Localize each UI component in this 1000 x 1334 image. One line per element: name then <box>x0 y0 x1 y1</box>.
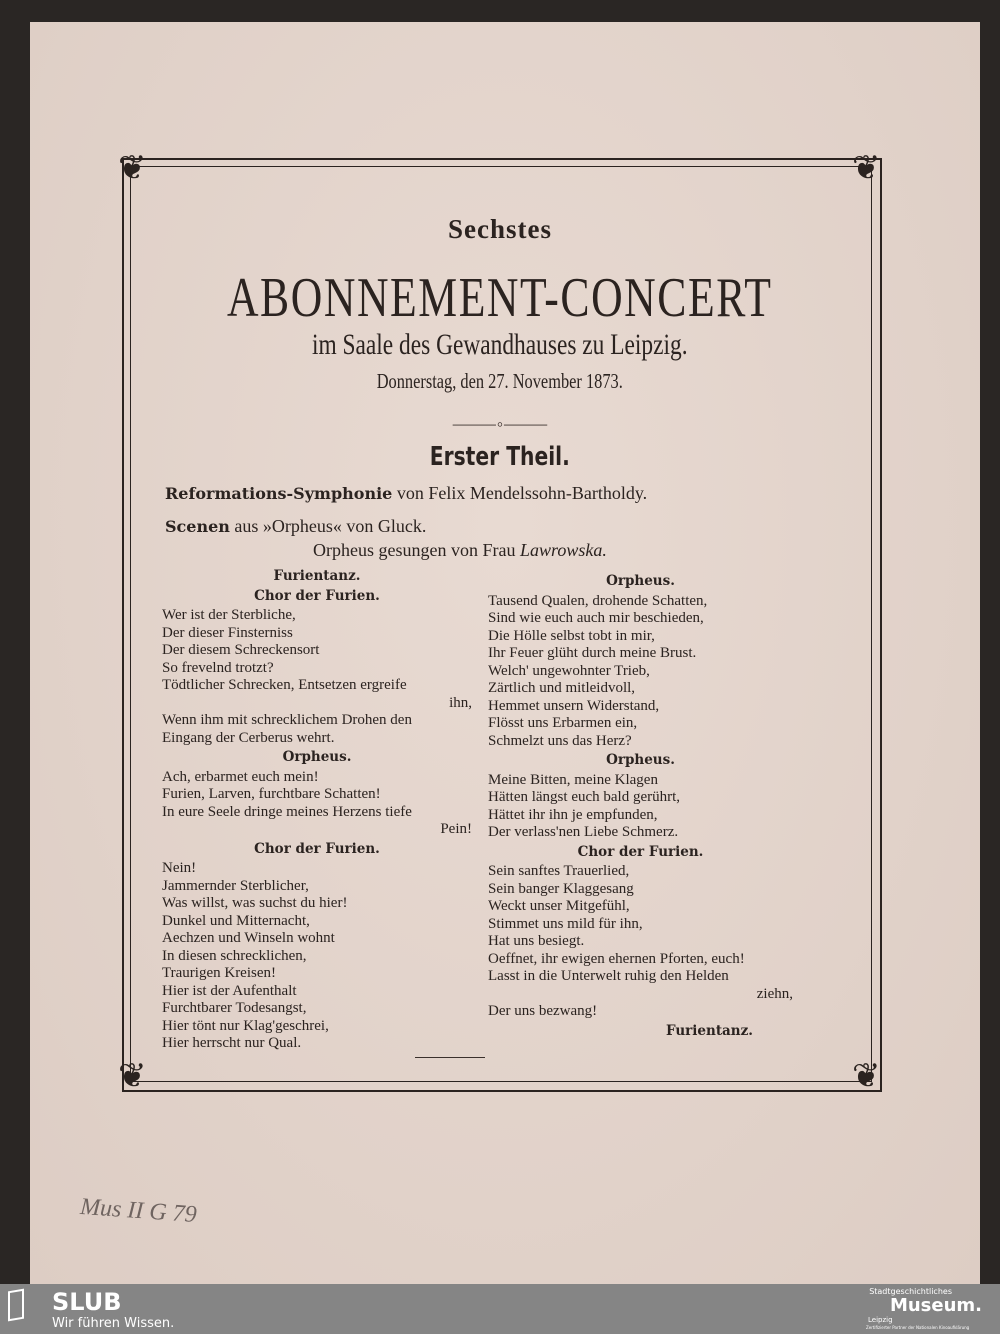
libretto-line: Der verlass'nen Liebe Schmerz. <box>488 824 679 840</box>
work-composer: von Felix Mendelssohn-Bartholdy. <box>392 483 648 503</box>
slub-brand[interactable]: SLUB <box>52 1288 122 1316</box>
heading-sechstes: Sechstes <box>448 214 552 244</box>
singer-name: Lawrowska. <box>519 540 607 560</box>
libretto-line: Was willst, was suchst du hier! <box>162 895 348 911</box>
libretto-line: Ihr Feuer glüht durch meine Brust. <box>488 645 697 661</box>
libretto-line: Schmelzt uns das Herz? <box>488 732 632 749</box>
libretto-line: Hemmet unsern Widerstand, <box>488 697 660 714</box>
corner-ornament-icon: ❦ <box>852 150 881 187</box>
corner-ornament-icon: ❦ <box>118 1058 147 1095</box>
libretto-line: Hat uns besiegt. <box>488 933 585 949</box>
libretto-line: So frevelnd trotzt? <box>162 659 274 676</box>
heading-venue <box>0 328 1000 362</box>
libretto-line: ihn, <box>449 694 472 711</box>
libretto-line: Furien, Larven, furchtbare Schatten! <box>162 786 381 802</box>
work-title: Scenen <box>165 517 230 536</box>
libretto-line: Eingang der Cerberus wehrt. <box>162 729 335 746</box>
speaker-heading: Chor der Furien. <box>254 587 380 604</box>
libretto-line: Pein! <box>440 821 472 837</box>
libretto-line: Furchtbarer Todesangst, <box>162 1000 307 1016</box>
concert-date-text: Donnerstag, den 27. November 1873. <box>376 369 624 393</box>
partner-note: Zertifizierter Partner der Nationalen Kinoaufklärung <box>866 1325 970 1330</box>
libretto-line: Zärtlich und mitleidvoll, <box>488 680 636 696</box>
libretto-line: Flösst uns Erbarmen ein, <box>488 715 638 731</box>
partner-city: Leipzig <box>868 1316 893 1324</box>
end-divider <box>415 1057 485 1058</box>
libretto-line: Stimmet uns mild für ihn, <box>488 915 643 932</box>
speaker-heading: Chor der Furien. <box>577 843 704 860</box>
slub-tagline: Wir führen Wissen. <box>52 1316 175 1331</box>
libretto-line: Wenn ihm mit schrecklichem Drohen den <box>162 712 412 728</box>
libretto-line: Hättet ihr ihn je empfunden, <box>488 806 658 823</box>
speaker-heading: Chor der Furien. <box>254 840 380 857</box>
corner-ornament-icon: ❦ <box>118 150 147 187</box>
partner-top: Stadtgeschichtliches <box>869 1287 952 1296</box>
speaker-heading: Furientanz. <box>273 568 361 584</box>
work-title: Reformations-Symphonie <box>165 484 393 503</box>
concert-date <box>0 369 1000 394</box>
libretto-line: Weckt unser Mitgefühl, <box>488 898 630 914</box>
libretto-line: Der diesem Schreckensort <box>162 642 320 658</box>
libretto-line: Hier tönt nur Klag'geschrei, <box>162 1017 329 1034</box>
libretto-line: Oeffnet, ihr ewigen ehernen Pforten, euch! <box>488 950 745 967</box>
libretto-line: Meine Bitten, meine Klagen <box>488 771 658 788</box>
speaker-heading: Orpheus. <box>282 749 352 765</box>
libretto-line: Tausend Qualen, drohende Schatten, <box>488 592 708 609</box>
part-title-text: Erster Theil. <box>429 442 571 472</box>
work-composer: aus »Orpheus« von Gluck. <box>229 516 427 536</box>
libretto-line: Tödtlicher Schrecken, Entsetzen ergreife <box>162 677 407 693</box>
libretto-line: Hier herrscht nur Qual. <box>162 1035 302 1051</box>
libretto-line: Jammernder Sterblicher, <box>162 877 309 894</box>
libretto-line: Sein sanftes Trauerlied, <box>488 863 630 879</box>
speaker-heading: Orpheus. <box>606 752 675 768</box>
program-item-orpheus <box>165 516 426 537</box>
libretto-line: Hätten längst euch bald gerührt, <box>488 789 681 805</box>
handwritten-shelfmark: Mus II G 79 <box>79 1193 198 1229</box>
libretto-line: Nein! <box>162 860 197 876</box>
libretto-line: Die Hölle selbst tobt in mir, <box>488 627 655 644</box>
footer-bar <box>0 1284 1000 1334</box>
singer-label: Orpheus gesungen von Frau <box>313 540 520 560</box>
libretto-line: Sind wie euch auch mir beschieden, <box>488 610 704 626</box>
speaker-heading: Orpheus. <box>606 573 675 589</box>
libretto-line: Ach, erbarmet euch mein! <box>162 768 319 785</box>
libretto-line: Welch' ungewohnter Trieb, <box>488 662 650 679</box>
libretto-line: Der dieser Finsterniss <box>162 624 293 641</box>
libretto-line: Dunkel und Mitternacht, <box>162 912 310 929</box>
part-title <box>0 442 1000 472</box>
libretto-line: Hier ist der Aufenthalt <box>162 982 297 999</box>
libretto-line: Der uns bezwang! <box>488 1003 598 1019</box>
heading-concert-text: ABONNEMENT-CONCERT <box>227 267 773 329</box>
libretto-line: ziehn, <box>756 985 793 1002</box>
libretto-line: Traurigen Kreisen! <box>162 965 277 981</box>
libretto-line: Sein banger Klaggesang <box>488 880 634 897</box>
speaker-heading: Furientanz. <box>666 1022 753 1039</box>
libretto-line: Wer ist der Sterbliche, <box>162 607 296 623</box>
heading-concert <box>0 266 1000 330</box>
libretto-line: Aechzen und Winseln wohnt <box>162 930 335 946</box>
singer-credit <box>313 540 607 561</box>
libretto-right-column <box>488 571 793 1042</box>
partner-name[interactable]: Museum. <box>889 1295 982 1316</box>
corner-ornament-icon: ❦ <box>852 1058 881 1095</box>
program-item-symphony <box>165 483 647 504</box>
libretto-line: Lasst in die Unterwelt ruhig den Helden <box>488 968 729 984</box>
slub-logo-icon <box>8 1289 24 1322</box>
heading-venue-text: im Saale des Gewandhauses zu Leipzig. <box>312 328 688 361</box>
libretto-left-column <box>162 566 472 1053</box>
libretto-line: In diesen schrecklichen, <box>162 947 307 964</box>
libretto-line: In eure Seele dringe meines Herzens tiefe <box>162 803 412 820</box>
divider-ornament-icon: ⸻◦⸻ <box>451 414 549 434</box>
